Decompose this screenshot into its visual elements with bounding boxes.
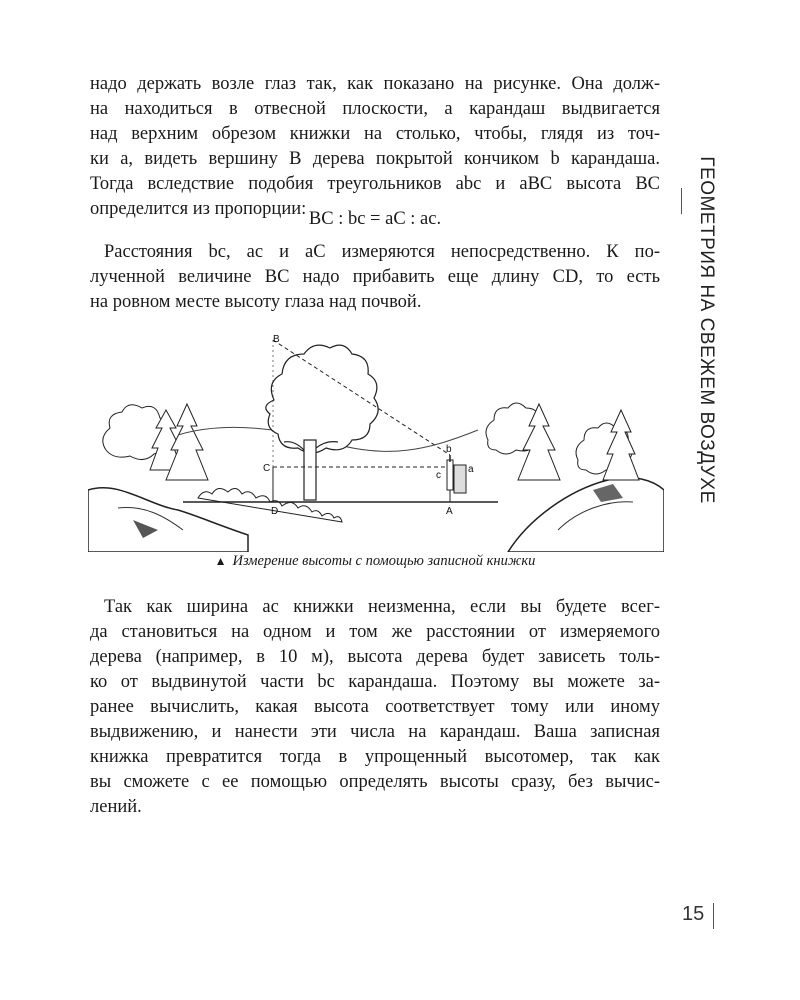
text-line: ки a, видеть вершину B дерева покрытой кончиком b карандаша.	[90, 149, 660, 169]
text-line: на находиться в отвесной плоскости, а карандаш выдвигается	[90, 99, 660, 119]
tree-height-illustration	[88, 330, 664, 552]
page-number: 15	[682, 903, 705, 925]
paragraph-1	[90, 72, 660, 222]
text-line: определится из пропорции:	[90, 199, 307, 219]
figure-caption	[90, 553, 660, 570]
running-head-text: ГЕОМЕТРИЯ НА СВЕЖЕМ ВОЗДУХЕ	[696, 156, 717, 504]
text-line: Так как ширина ас книжки неизменна, если вы будете всег-	[104, 597, 660, 617]
text-line: над верхним обрезом книжки на столько, чтобы, глядя из точ-	[90, 124, 660, 144]
label-c: c	[436, 470, 441, 481]
text-line: Расстояния bc, ac и aC измеряются непосредственно. К по-	[104, 242, 660, 262]
paragraph-2	[90, 240, 660, 315]
text-line: дерева (например, в 10 м), высота дерева будет зависеть толь-	[90, 647, 660, 667]
side-title-rule	[681, 188, 682, 214]
text-line: ко от выдвинутой части bc карандаша. Поэтому вы можете за-	[90, 672, 660, 692]
label-C: C	[263, 463, 271, 474]
caption-text: Измерение высоты с помощью записной книжки	[232, 553, 536, 569]
text-line: книжка превратится тогда в упрощенный высотомер, так как	[90, 747, 660, 767]
label-a: a	[468, 464, 474, 475]
label-A: A	[446, 506, 453, 517]
triangle-marker-icon: ▲	[214, 554, 227, 568]
text-line: надо держать возле глаз так, как показано на рисунке. Она долж-	[90, 74, 660, 94]
label-b: b	[446, 444, 452, 455]
text-line: да становиться на одном и том же расстоянии от измеряемого	[90, 622, 660, 642]
page-number-rule	[713, 903, 714, 929]
text-line: выдвижению, и нанести эти числа на карандаш. Ваша записная	[90, 722, 660, 742]
label-D: D	[271, 506, 279, 517]
text-line: ранее вычислить, какая высота соответствует тому или иному	[90, 697, 660, 717]
proportion-formula: BC : bc = aC : ac.	[308, 209, 442, 229]
text-line: лений.	[90, 797, 142, 817]
text-line: лученной величине BC надо прибавить еще длину CD, то есть	[90, 267, 660, 287]
running-head	[686, 156, 726, 504]
label-B: B	[273, 334, 280, 345]
text-line: на ровном месте высоту глаза над почвой.	[90, 292, 422, 312]
paragraph-3	[90, 595, 660, 820]
text-line: вы сможете с ее помощью определять высоты сразу, без вычис-	[90, 772, 660, 792]
text-line: Тогда вследствие подобия треугольников abc и aBC высота BC	[90, 174, 660, 194]
